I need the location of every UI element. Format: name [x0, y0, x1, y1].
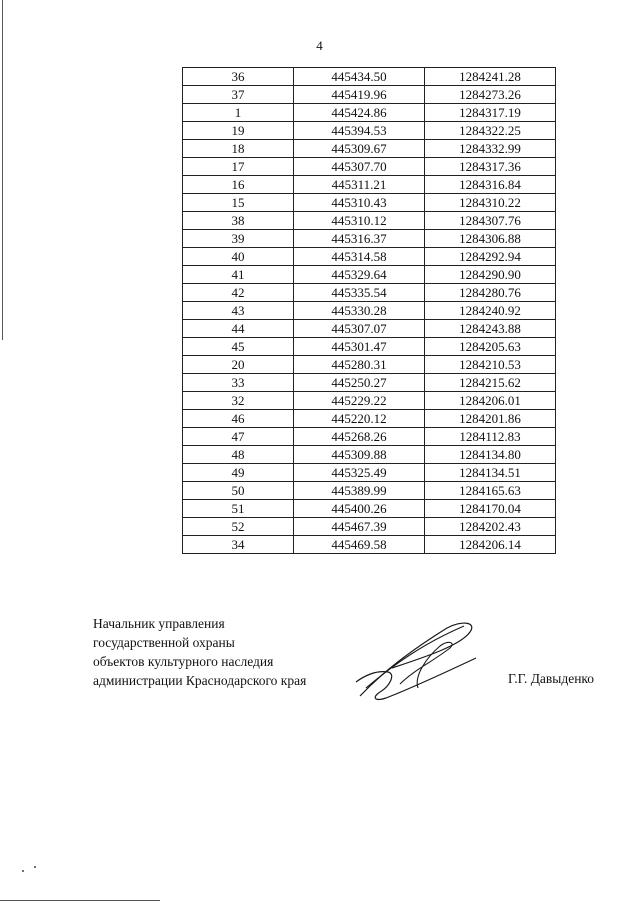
position-line: государственной охраны	[93, 635, 235, 650]
point-number-cell: 51	[183, 500, 294, 518]
table-row	[183, 194, 556, 212]
y-coordinate-cell: 1284170.04	[425, 500, 556, 518]
table-row	[183, 158, 556, 176]
y-coordinate-cell: 1284215.62	[425, 374, 556, 392]
point-number-cell: 19	[183, 122, 294, 140]
table-row	[183, 428, 556, 446]
x-coordinate-cell: 445469.58	[294, 536, 425, 554]
point-number-cell: 20	[183, 356, 294, 374]
y-coordinate-cell: 1284206.01	[425, 392, 556, 410]
handwritten-signature	[352, 618, 482, 703]
point-number-cell: 15	[183, 194, 294, 212]
x-coordinate-cell: 445220.12	[294, 410, 425, 428]
point-number-cell: 43	[183, 302, 294, 320]
table-row	[183, 338, 556, 356]
y-coordinate-cell: 1284134.51	[425, 464, 556, 482]
signer-name: Г.Г. Давыденко	[508, 671, 595, 686]
x-coordinate-cell: 445400.26	[294, 500, 425, 518]
point-number-cell: 39	[183, 230, 294, 248]
y-coordinate-cell: 1284112.83	[425, 428, 556, 446]
table-row	[183, 266, 556, 284]
table-row	[183, 464, 556, 482]
table-row	[183, 284, 556, 302]
table-row	[183, 410, 556, 428]
coordinates-table	[182, 67, 556, 554]
x-coordinate-cell: 445311.21	[294, 176, 425, 194]
x-coordinate-cell: 445330.28	[294, 302, 425, 320]
x-coordinate-cell: 445280.31	[294, 356, 425, 374]
table-row	[183, 446, 556, 464]
table-row	[183, 356, 556, 374]
y-coordinate-cell: 1284307.76	[425, 212, 556, 230]
point-number-cell: 40	[183, 248, 294, 266]
x-coordinate-cell: 445394.53	[294, 122, 425, 140]
table-row	[183, 104, 556, 122]
point-number-cell: 45	[183, 338, 294, 356]
point-number-cell: 16	[183, 176, 294, 194]
y-coordinate-cell: 1284210.53	[425, 356, 556, 374]
point-number-cell: 34	[183, 536, 294, 554]
point-number-cell: 42	[183, 284, 294, 302]
point-number-cell: 50	[183, 482, 294, 500]
x-coordinate-cell: 445250.27	[294, 374, 425, 392]
y-coordinate-cell: 1284243.88	[425, 320, 556, 338]
table-row	[183, 518, 556, 536]
y-coordinate-cell: 1284316.84	[425, 176, 556, 194]
y-coordinate-cell: 1284202.43	[425, 518, 556, 536]
x-coordinate-cell: 445434.50	[294, 68, 425, 86]
y-coordinate-cell: 1284273.26	[425, 86, 556, 104]
scan-speck	[22, 870, 24, 872]
x-coordinate-cell: 445329.64	[294, 266, 425, 284]
y-coordinate-cell: 1284241.28	[425, 68, 556, 86]
position-line: Начальник управления	[93, 616, 225, 631]
point-number-cell: 49	[183, 464, 294, 482]
x-coordinate-cell: 445307.07	[294, 320, 425, 338]
point-number-cell: 1	[183, 104, 294, 122]
x-coordinate-cell: 445309.67	[294, 140, 425, 158]
footer-rule	[0, 900, 160, 901]
x-coordinate-cell: 445316.37	[294, 230, 425, 248]
table-row	[183, 176, 556, 194]
x-coordinate-cell: 445335.54	[294, 284, 425, 302]
table-row	[183, 230, 556, 248]
table-row	[183, 68, 556, 86]
table-row	[183, 122, 556, 140]
point-number-cell: 47	[183, 428, 294, 446]
x-coordinate-cell: 445310.43	[294, 194, 425, 212]
y-coordinate-cell: 1284310.22	[425, 194, 556, 212]
y-coordinate-cell: 1284317.19	[425, 104, 556, 122]
table-row	[183, 374, 556, 392]
coordinates-table-body	[183, 68, 556, 554]
point-number-cell: 52	[183, 518, 294, 536]
table-row	[183, 140, 556, 158]
x-coordinate-cell: 445309.88	[294, 446, 425, 464]
table-row	[183, 212, 556, 230]
x-coordinate-cell: 445307.70	[294, 158, 425, 176]
y-coordinate-cell: 1284240.92	[425, 302, 556, 320]
x-coordinate-cell: 445325.49	[294, 464, 425, 482]
point-number-cell: 33	[183, 374, 294, 392]
table-row	[183, 482, 556, 500]
x-coordinate-cell: 445424.86	[294, 104, 425, 122]
table-row	[183, 86, 556, 104]
page-number: 4	[316, 38, 323, 53]
y-coordinate-cell: 1284306.88	[425, 230, 556, 248]
y-coordinate-cell: 1284201.86	[425, 410, 556, 428]
x-coordinate-cell: 445389.99	[294, 482, 425, 500]
x-coordinate-cell: 445310.12	[294, 212, 425, 230]
point-number-cell: 17	[183, 158, 294, 176]
y-coordinate-cell: 1284206.14	[425, 536, 556, 554]
point-number-cell: 48	[183, 446, 294, 464]
point-number-cell: 36	[183, 68, 294, 86]
y-coordinate-cell: 1284134.80	[425, 446, 556, 464]
x-coordinate-cell: 445268.26	[294, 428, 425, 446]
x-coordinate-cell: 445314.58	[294, 248, 425, 266]
y-coordinate-cell: 1284292.94	[425, 248, 556, 266]
x-coordinate-cell: 445467.39	[294, 518, 425, 536]
y-coordinate-cell: 1284280.76	[425, 284, 556, 302]
y-coordinate-cell: 1284205.63	[425, 338, 556, 356]
table-row	[183, 392, 556, 410]
y-coordinate-cell: 1284332.99	[425, 140, 556, 158]
table-row	[183, 500, 556, 518]
point-number-cell: 38	[183, 212, 294, 230]
table-row	[183, 320, 556, 338]
point-number-cell: 32	[183, 392, 294, 410]
point-number-cell: 46	[183, 410, 294, 428]
x-coordinate-cell: 445419.96	[294, 86, 425, 104]
y-coordinate-cell: 1284322.25	[425, 122, 556, 140]
table-row	[183, 248, 556, 266]
x-coordinate-cell: 445229.22	[294, 392, 425, 410]
table-row	[183, 302, 556, 320]
point-number-cell: 37	[183, 86, 294, 104]
y-coordinate-cell: 1284317.36	[425, 158, 556, 176]
table-row	[183, 536, 556, 554]
signer-position	[93, 614, 306, 690]
y-coordinate-cell: 1284165.63	[425, 482, 556, 500]
position-line: объектов культурного наследия	[93, 654, 274, 669]
x-coordinate-cell: 445301.47	[294, 338, 425, 356]
point-number-cell: 44	[183, 320, 294, 338]
scan-speck	[34, 866, 36, 868]
point-number-cell: 41	[183, 266, 294, 284]
point-number-cell: 18	[183, 140, 294, 158]
y-coordinate-cell: 1284290.90	[425, 266, 556, 284]
position-line: администрации Краснодарского края	[93, 673, 307, 688]
